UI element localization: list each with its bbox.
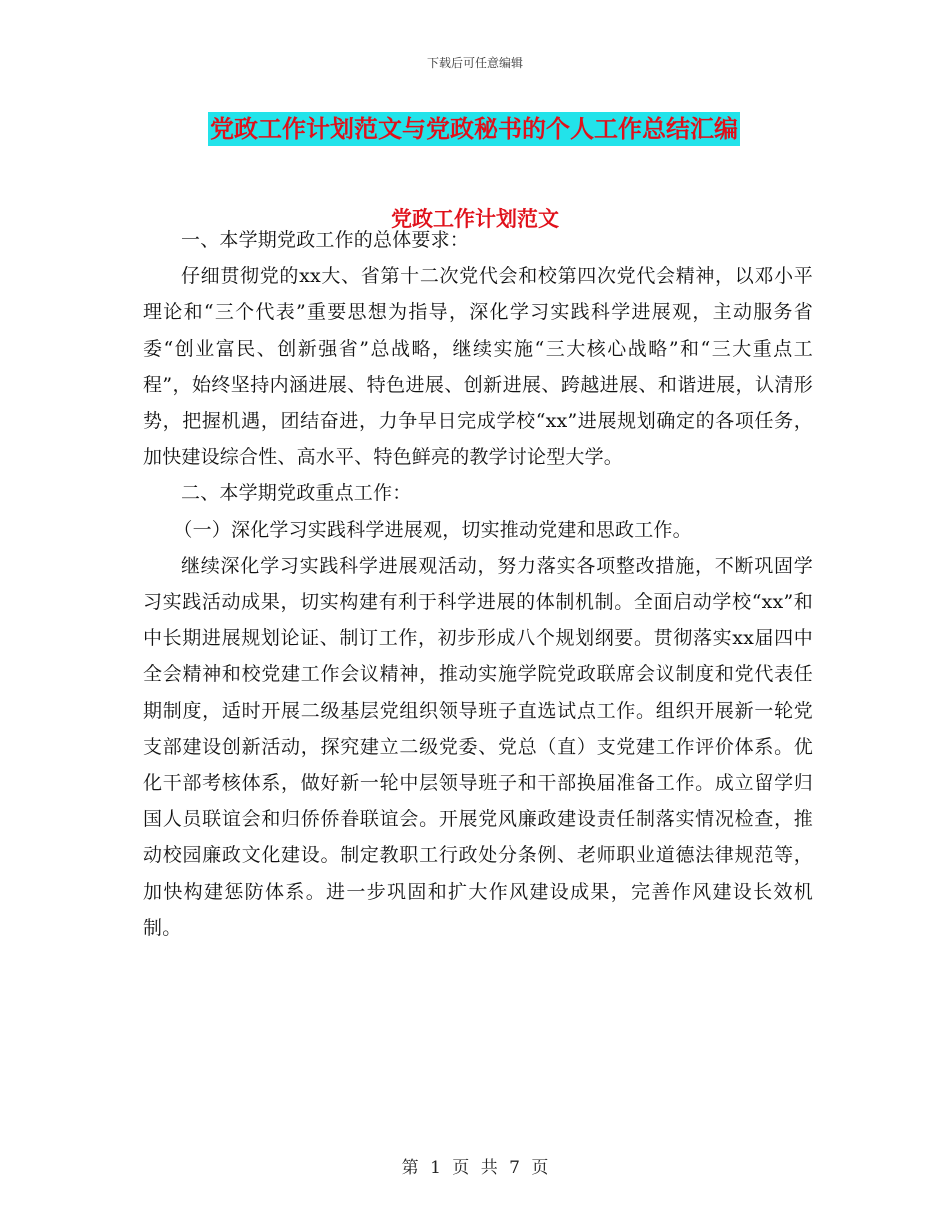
paragraph-body-2: 继续深化学习实践科学进展观活动，努力落实各项整改措施，不断巩固学习实践活动成果，切实构建有利于科学进展的体制机制。全面启动学校“xx”和中长期进展规划论证、制订工作，初步形成八个规划纲要。贯彻落实xx届四中全会精神和校党建工作会议精神，推动实施学院党政联席会议制度和党代表任期制度，适时开展二级基层党组织领导班子直选试点工作。组织开展新一轮党支部建设创新活动，探究建立二级党委、党总（直）支党建工作评价体系。优化干部考核体系，做好新一轮中层领导班子和干部换届准备工作。成立留学归国人员联谊会和归侨侨眷联谊会。开展党风廉政建设责任制落实情况检查，推动校园廉政文化建设。制定教职工行政处分条例、老师职业道德法律规范等，加快构建惩防体系。进一步巩固和扩大作风建设成果，完善作风建设长效机制。	[143, 554, 813, 939]
document-body	[143, 222, 813, 946]
paragraph-subheading-1: （一）深化学习实践科学进展观，切实推动党建和思政工作。	[173, 518, 692, 541]
paragraph-heading-1: 一、本学期党政工作的总体要求：	[181, 229, 470, 251]
paragraph-heading-2: 二、本学期党政重点工作：	[181, 482, 412, 505]
page-footer: 第 1 页 共 7 页	[401, 1158, 549, 1178]
header-note: 下载后可任意编辑	[426, 56, 523, 70]
document-title: 党政工作计划范文与党政秘书的个人工作总结汇编	[208, 112, 740, 146]
section-title: 党政工作计划范文	[391, 206, 559, 231]
paragraph-body-1: 仔细贯彻党的xx大、省第十二次党代会和校第四次党代会精神，以邓小平理论和“三个代表”重要思想为指导，深化学习实践科学进展观，主动服务省委“创业富民、创新强省”总战略，继续实施“三大核心战略”和“三大重点工程”，始终坚持内涵进展、特色进展、创新进展、跨越进展、和谐进展，认清形势，把握机遇，团结奋进，力争早日完成学校“xx”进展规划确定的各项任务，加快建设综合性、高水平、特色鲜亮的教学讨论型大学。	[143, 265, 813, 469]
